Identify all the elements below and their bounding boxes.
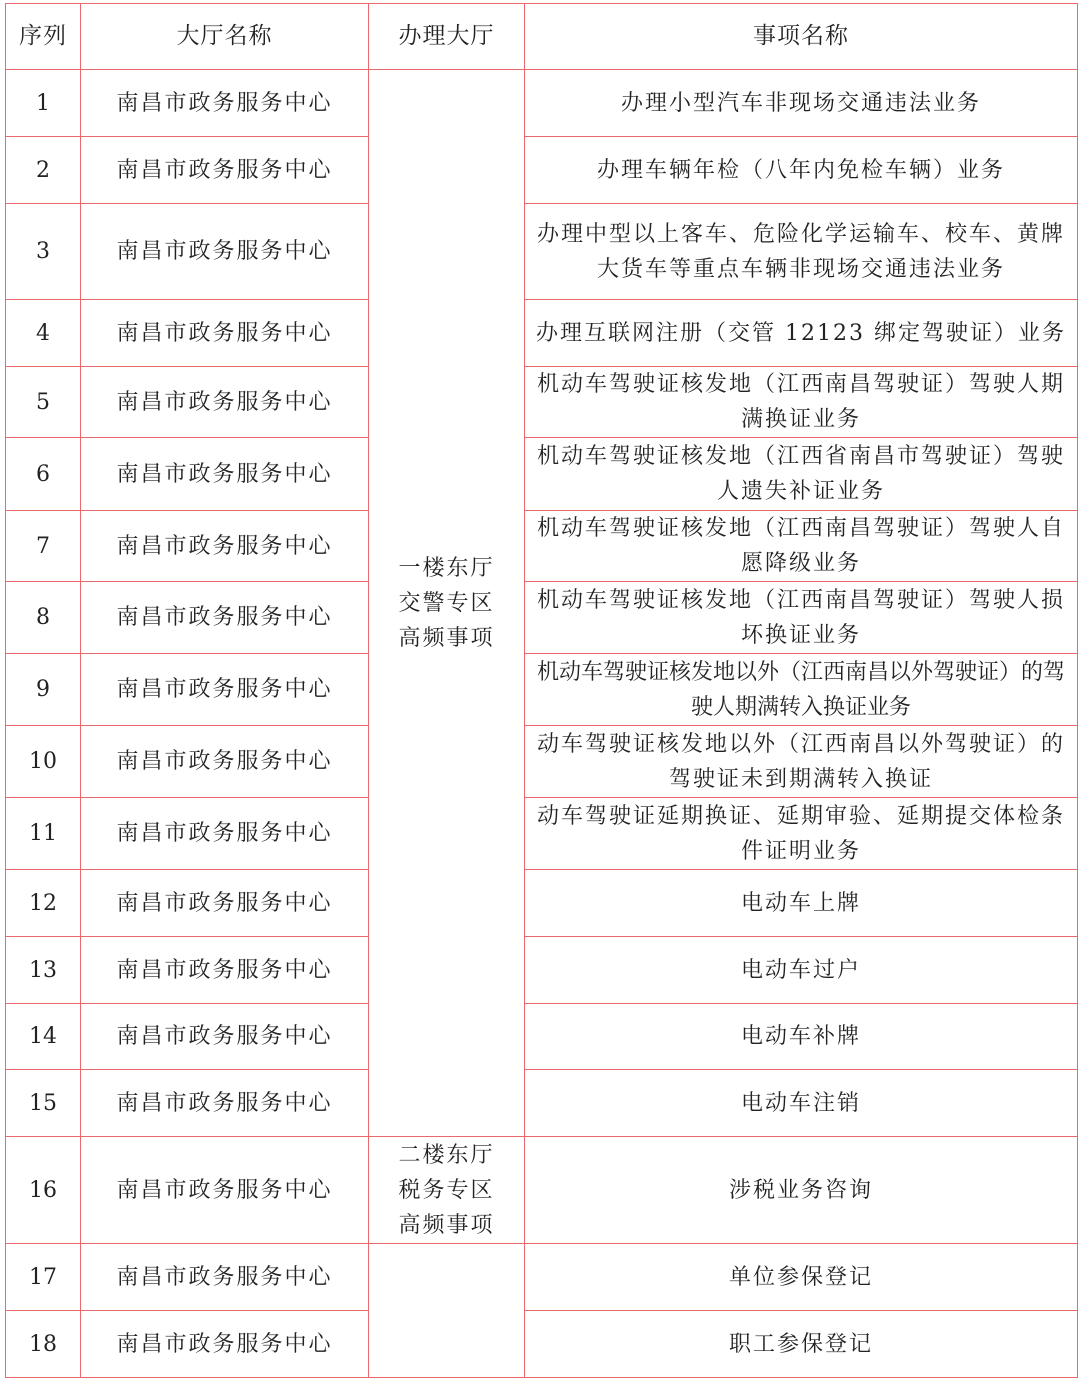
group-line: 交警专区 xyxy=(398,590,495,616)
row-item-name: 机动车驾驶证核发地（江西南昌驾驶证）驾驶人损坏换证业务 xyxy=(525,582,1078,654)
row-seq: 7 xyxy=(6,511,81,582)
service-hall-group-3 xyxy=(369,1244,525,1378)
row-seq: 11 xyxy=(6,798,81,870)
row-hall-name: 南昌市政务服务中心 xyxy=(81,1137,369,1244)
row-hall-name: 南昌市政务服务中心 xyxy=(81,1311,369,1378)
row-seq: 3 xyxy=(6,204,81,300)
row-hall-name: 南昌市政务服务中心 xyxy=(81,204,369,300)
row-hall-name: 南昌市政务服务中心 xyxy=(81,1004,369,1070)
row-item-name: 职工参保登记 xyxy=(525,1311,1078,1378)
row-seq: 6 xyxy=(6,438,81,511)
row-seq: 18 xyxy=(6,1311,81,1378)
row-hall-name: 南昌市政务服务中心 xyxy=(81,511,369,582)
row-seq: 9 xyxy=(6,654,81,726)
row-item-name: 单位参保登记 xyxy=(525,1244,1078,1311)
table-row xyxy=(6,654,1078,726)
row-hall-name: 南昌市政务服务中心 xyxy=(81,654,369,726)
row-item-name: 电动车注销 xyxy=(525,1070,1078,1137)
row-hall-name: 南昌市政务服务中心 xyxy=(81,726,369,798)
service-hall-group-1 xyxy=(369,70,525,1137)
table-row xyxy=(6,937,1078,1004)
table-row xyxy=(6,438,1078,511)
table-row xyxy=(6,726,1078,798)
table-row xyxy=(6,1004,1078,1070)
table-row xyxy=(6,582,1078,654)
table-row xyxy=(6,870,1078,937)
table-row xyxy=(6,1311,1078,1378)
row-seq: 8 xyxy=(6,582,81,654)
row-seq: 16 xyxy=(6,1137,81,1244)
row-seq: 17 xyxy=(6,1244,81,1311)
row-item-name: 机动车驾驶证核发地（江西省南昌市驾驶证）驾驶人遗失补证业务 xyxy=(525,438,1078,511)
row-item-name: 办理小型汽车非现场交通违法业务 xyxy=(525,70,1078,137)
row-hall-name: 南昌市政务服务中心 xyxy=(81,1244,369,1311)
table-row xyxy=(6,300,1078,367)
row-item-name: 机动车驾驶证核发地（江西南昌驾驶证）驾驶人自愿降级业务 xyxy=(525,511,1078,582)
row-seq: 10 xyxy=(6,726,81,798)
row-hall-name: 南昌市政务服务中心 xyxy=(81,137,369,204)
row-hall-name: 南昌市政务服务中心 xyxy=(81,1070,369,1137)
row-item-name: 动车驾驶证核发地以外（江西南昌以外驾驶证）的驾驶证未到期满转入换证 xyxy=(525,726,1078,798)
row-item-name: 办理中型以上客车、危险化学运输车、校车、黄牌大货车等重点车辆非现场交通违法业务 xyxy=(525,204,1078,300)
table-row xyxy=(6,1137,1078,1244)
table-row xyxy=(6,137,1078,204)
table-row xyxy=(6,798,1078,870)
row-item-name: 办理车辆年检（八年内免检车辆）业务 xyxy=(525,137,1078,204)
row-hall-name: 南昌市政务服务中心 xyxy=(81,70,369,137)
table-row xyxy=(6,1244,1078,1311)
row-hall-name: 南昌市政务服务中心 xyxy=(81,582,369,654)
header-hall-name: 大厅名称 xyxy=(81,4,369,70)
row-item-name: 动车驾驶证延期换证、延期审验、延期提交体检条件证明业务 xyxy=(525,798,1078,870)
row-hall-name: 南昌市政务服务中心 xyxy=(81,937,369,1004)
group-line: 二楼东厅 xyxy=(398,1142,495,1168)
row-item-name: 电动车上牌 xyxy=(525,870,1078,937)
row-item-name: 机动车驾驶证核发地以外（江西南昌以外驾驶证）的驾驶人期满转入换证业务 xyxy=(525,654,1078,726)
service-hall-group-2 xyxy=(369,1137,525,1244)
row-seq: 4 xyxy=(6,300,81,367)
row-item-name: 办理互联网注册（交管 12123 绑定驾驶证）业务 xyxy=(525,300,1078,367)
group-line: 高频事项 xyxy=(398,625,495,651)
row-seq: 13 xyxy=(6,937,81,1004)
row-hall-name: 南昌市政务服务中心 xyxy=(81,870,369,937)
row-hall-name: 南昌市政务服务中心 xyxy=(81,798,369,870)
header-item-name: 事项名称 xyxy=(525,4,1078,70)
row-hall-name: 南昌市政务服务中心 xyxy=(81,438,369,511)
table-row xyxy=(6,204,1078,300)
table-row xyxy=(6,1070,1078,1137)
table-row xyxy=(6,70,1078,137)
row-item-name: 电动车过户 xyxy=(525,937,1078,1004)
row-seq: 14 xyxy=(6,1004,81,1070)
group-line: 税务专区 xyxy=(398,1177,495,1203)
service-items-table xyxy=(5,3,1078,1378)
row-hall-name: 南昌市政务服务中心 xyxy=(81,300,369,367)
row-item-name: 涉税业务咨询 xyxy=(525,1137,1078,1244)
row-seq: 1 xyxy=(6,70,81,137)
group-line: 一楼东厅 xyxy=(398,555,495,581)
table-row xyxy=(6,511,1078,582)
group-line: 高频事项 xyxy=(398,1212,495,1238)
table-row xyxy=(6,367,1078,438)
row-item-name: 机动车驾驶证核发地（江西南昌驾驶证）驾驶人期满换证业务 xyxy=(525,367,1078,438)
header-service-hall: 办理大厅 xyxy=(369,4,525,70)
row-item-name: 电动车补牌 xyxy=(525,1004,1078,1070)
row-seq: 15 xyxy=(6,1070,81,1137)
row-seq: 12 xyxy=(6,870,81,937)
row-hall-name: 南昌市政务服务中心 xyxy=(81,367,369,438)
row-seq: 5 xyxy=(6,367,81,438)
table-header-row xyxy=(6,4,1078,70)
row-seq: 2 xyxy=(6,137,81,204)
header-seq: 序列 xyxy=(6,4,81,70)
